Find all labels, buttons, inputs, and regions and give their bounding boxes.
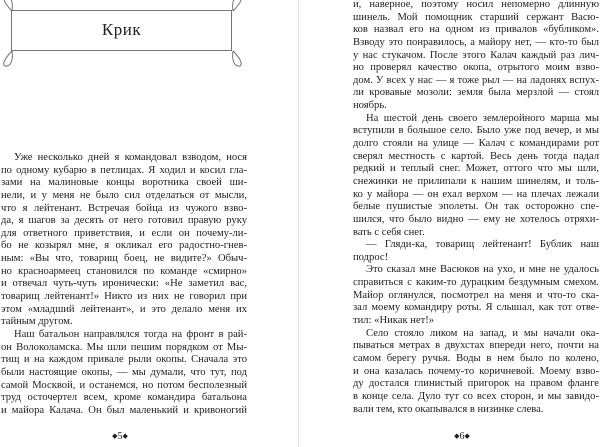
text-line: Наш батальон направлялся тогда на фронт в рай-	[14, 328, 247, 340]
chapter-title: Крик	[101, 20, 142, 39]
text-line: вали тем, кто окапывался в низинке слева.	[353, 403, 544, 415]
text-line: ду достался глинистый пригорок на правом фланге	[353, 378, 599, 390]
text-line: самой Москвой, и останемся, но потом бесполезный	[1, 379, 247, 391]
text-line: снежинки не прилипали к нашим шинелям, и толь-	[353, 175, 599, 187]
text-line: ли кровавые мозоли: земля была мерзлой — стоял	[353, 87, 599, 99]
paragraph	[353, 328, 599, 416]
text-line: труд осточертел всем, кроме командира батальона	[1, 392, 247, 404]
text-line: и отвечал чуть-чуть иронически: «Не заметил вас,	[1, 278, 247, 290]
text-line: он Волоколамска. Мы шли пешим порядком от Мы-	[1, 341, 247, 353]
page-number: 5	[117, 431, 123, 442]
text-line: Это сказал мне Васюков на ухо, и мне не удалось	[366, 264, 599, 276]
text-line: бо не козырял мне, я окликал его радостно-гнев-	[1, 240, 247, 252]
text-line: тайным другом.	[1, 316, 73, 328]
paragraph	[353, 0, 599, 113]
text-line: по одному кубарю в петлицах. Я ходил и косил гла-	[1, 164, 247, 176]
text-line: — Гляди-ка, товарищ лейтенант! Бублик наш	[366, 239, 599, 251]
left-page-text	[1, 152, 247, 417]
text-line: зами на малиновые концы воротника своей ши-	[1, 177, 247, 189]
text-line: и она казалась почему-то коричневой. Моему взво-	[353, 365, 599, 377]
text-line: ноябрь.	[353, 100, 387, 112]
ornament-icon: ◆	[454, 432, 460, 440]
text-line: шинель. Мой помощник старший сержант Васю-	[353, 11, 599, 23]
text-line: зал моему командиру роты. Я слышал, как тот отве-	[353, 302, 599, 314]
page-number-right	[442, 431, 482, 442]
paragraph	[353, 239, 599, 264]
text-line: и майора Калача. Он был маленький и кривоногий	[1, 404, 247, 416]
text-line: вступили в большое село. Было уже под вечер, и мы	[353, 125, 599, 137]
text-line: дом. У всех у нас — я тоже рыл — на ладонях вспух-	[353, 74, 599, 86]
text-line: самом берегу ручья. Воды в нем было по колено,	[353, 352, 599, 364]
text-line: вать с себя снег.	[353, 226, 425, 238]
page-number-left	[100, 431, 140, 442]
ornament-icon: ◆	[464, 432, 470, 440]
text-line: но красноармеец становился по команде «смирно»	[1, 265, 247, 277]
text-line: нели, и у меня не было сил отделаться от мысли,	[1, 189, 247, 201]
text-line: Село стояло ликом на запад, и мы начали ока-	[366, 327, 599, 339]
text-line: пываться метрах в двухстах впереди него, почти на	[353, 340, 599, 352]
chapter-title-frame	[11, 10, 232, 51]
text-line: но проверял качество окопа, отрытого моим взво-	[353, 62, 599, 74]
text-line: тищ и на каждом привале рыли окопы. Сначала это	[1, 354, 247, 366]
text-line: Уже несколько дней я командовал взводом, нося	[14, 152, 247, 163]
text-line: На шестой день своего землеройного марша мы	[366, 112, 599, 124]
text-line: у нас стукачом. После этого Калач каждый раз лич-	[353, 49, 599, 61]
text-line: товарищ лейтенант!» Никто из них не говорил при	[1, 291, 247, 303]
text-line: что я лейтенант. Встречая бойца из чужого взво-	[1, 202, 247, 214]
ornament-icon: ◆	[122, 432, 128, 440]
text-line: шился, что было видно — ему не хотелось отряхи-	[353, 213, 599, 225]
text-line: Майор оглянулся, посмотрел на меня и что-то ска-	[353, 289, 599, 301]
text-line: да, я шагов за десять от него готовил правую руку	[1, 215, 247, 227]
text-line: ков назвал его на одном из привалов «бубликом».	[353, 24, 599, 36]
ornament-icon: ◆	[112, 432, 118, 440]
text-line: этом «младший лейтенант», и это делало меня их	[1, 303, 247, 315]
text-line: долго стояли на улице — Калач с командирами рот	[353, 138, 599, 150]
paragraph	[1, 329, 247, 417]
right-page-text	[353, 0, 599, 416]
paragraph	[353, 264, 599, 327]
paragraph	[1, 152, 247, 329]
text-line: для ответного приветствия, и если он почему-ли-	[1, 227, 247, 239]
text-line: ко у майора — он ехал верхом — на плечах лежали	[353, 188, 599, 200]
text-line: сверял местность с картой. Весь день тогда падал	[353, 150, 599, 162]
paragraph	[353, 113, 599, 239]
text-line: были настоящие окопы, — мы думали, что тут, под	[1, 366, 247, 378]
page-number: 6	[459, 431, 465, 442]
text-line: подрос!	[353, 251, 389, 263]
text-line: справиться с каким-то дурацким бездумным смехом.	[353, 277, 599, 289]
page-gutter	[298, 0, 299, 447]
text-line: Взводу это понравилось, а майору нет, — кто-то был	[353, 36, 599, 48]
text-line: тил: «Никак нет!»	[353, 315, 435, 327]
text-line: белые пушистые эполеты. Он так осторожно спе-	[353, 201, 599, 213]
text-line: ным: «Вы что, товарищ боец, не видите?» Обыч-	[1, 253, 247, 265]
text-line: в конце села. Дуло тут со всех сторон, и мы завидо-	[353, 390, 599, 402]
text-line: и, наверное, поэтому носил непомерно длинную	[353, 0, 599, 10]
text-line: редкий и теплый снег. Может, оттого что мы шли,	[353, 163, 599, 175]
